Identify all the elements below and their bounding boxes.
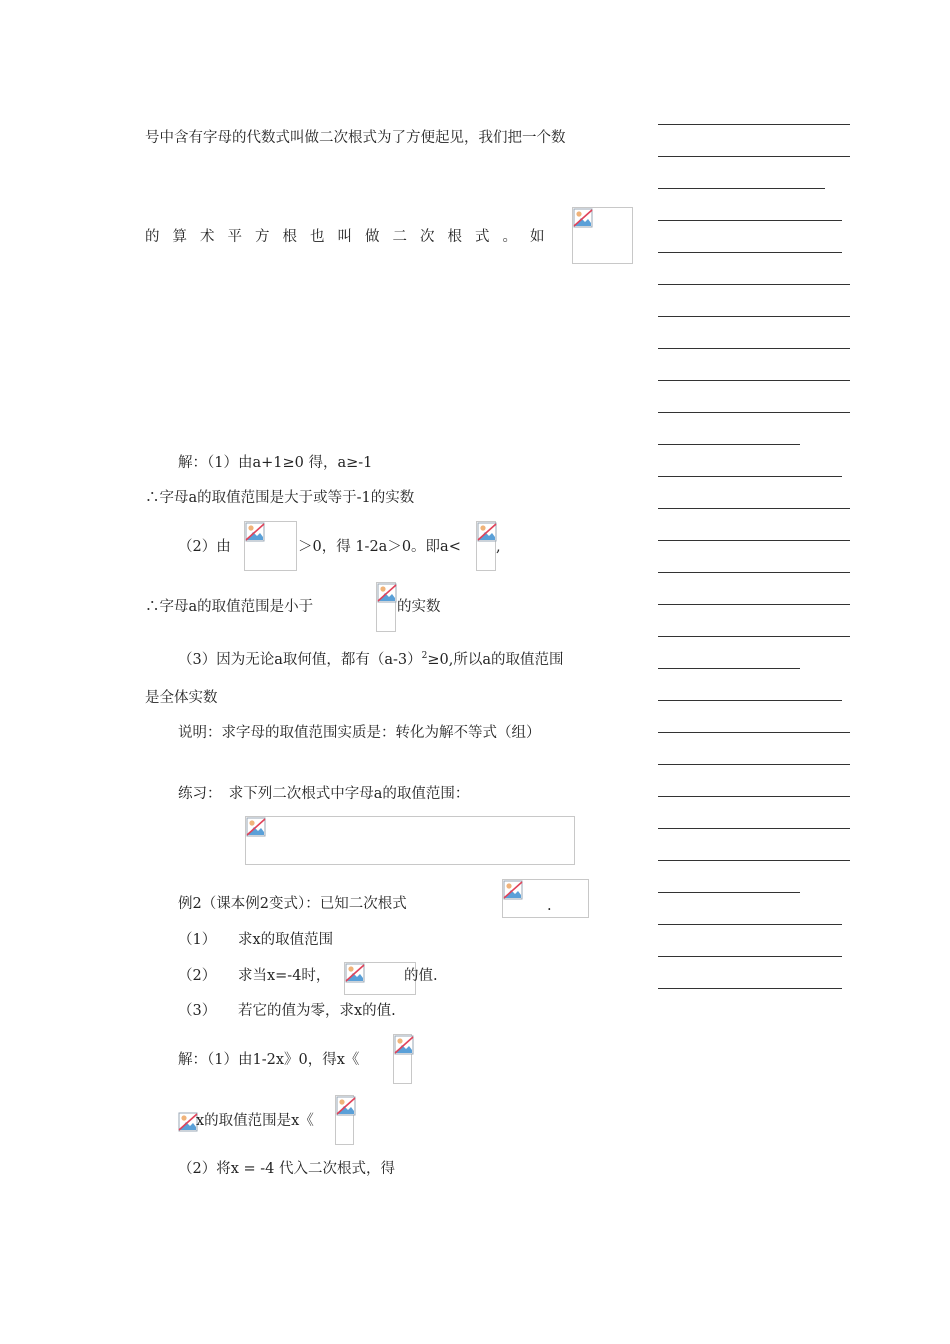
question-2-suffix: 的值. [404, 968, 438, 984]
practice-formula-image [245, 816, 575, 865]
blank-line [658, 188, 825, 189]
paragraph-line-2: 的算术平方根也叫做二次根式。如 [145, 229, 558, 245]
formula-image-3 [476, 521, 496, 571]
example-2-heading: 例2（课本例2变式）：已知二次根式 [178, 896, 407, 912]
solution-step-2-conclusion: ∴字母a的取值范围是小于 [145, 599, 314, 615]
question-2-prefix: （2） 求当x=-4时， [178, 968, 331, 984]
blank-line [658, 604, 850, 605]
blank-line [658, 316, 850, 317]
solution-step-3-text: （3）因为无论a取何值，都有（a-3） [178, 652, 422, 668]
answer-2: （2）将x = -4 代入二次根式，得 [178, 1161, 396, 1177]
broken-image-icon [503, 880, 523, 900]
broken-image-icon [345, 963, 365, 983]
solution-step-3-text-end: ≥0,所以a的取值范围 [427, 652, 564, 668]
formula-image-4 [376, 582, 396, 632]
practice-heading: 练习： 求下列二次根式中字母a的取值范围： [178, 786, 470, 802]
blank-line [658, 380, 850, 381]
blank-line [658, 508, 850, 509]
broken-image-icon [394, 1035, 414, 1055]
blank-line [658, 732, 850, 733]
question-1: （1） 求x的取值范围 [178, 932, 334, 948]
blank-line [658, 924, 842, 925]
blank-line [658, 124, 850, 125]
blank-line [658, 476, 842, 477]
question-3: （3） 若它的值为零，求x的值. [178, 1003, 396, 1019]
blank-line [658, 892, 800, 893]
example-2-formula-image [502, 879, 589, 918]
broken-image-icon [178, 1112, 198, 1132]
blank-line [658, 348, 850, 349]
answer-1-conclusion-formula-image [335, 1095, 354, 1145]
formula-image-2 [244, 521, 297, 571]
blank-line [658, 860, 850, 861]
blank-line [658, 284, 850, 285]
blank-line [658, 668, 800, 669]
broken-image-icon [573, 208, 593, 228]
blank-line [658, 956, 842, 957]
answer-1-conclusion: x的取值范围是x《 [196, 1113, 314, 1129]
formula-image-1 [572, 207, 633, 264]
solution-step-1: 解：（1）由a+1≥0 得，a≥-1 [178, 455, 373, 471]
example-2-period: . [547, 898, 552, 914]
blank-line [658, 988, 842, 989]
answer-1-formula-image [393, 1034, 412, 1084]
broken-image-icon [377, 583, 397, 603]
blank-line [658, 796, 850, 797]
paragraph-line-1: 号中含有字母的代数式叫做二次根式为了方便起见，我们把一个数 [145, 130, 566, 146]
blank-line [658, 828, 850, 829]
solution-step-2-conclusion-end: 的实数 [397, 599, 441, 615]
superscript: 2 [421, 651, 428, 661]
blank-line [658, 572, 850, 573]
blank-line [658, 252, 842, 253]
blank-line [658, 540, 850, 541]
blank-line [658, 764, 850, 765]
blank-line [658, 220, 842, 221]
broken-image-icon [336, 1096, 356, 1116]
solution-step-2-middle: ＞0，得 1-2a＞0。即a< [298, 539, 461, 555]
blank-line [658, 636, 850, 637]
solution-step-3-continued: 是全体实数 [145, 690, 218, 706]
blank-line [658, 412, 850, 413]
broken-image-icon [245, 522, 265, 542]
solution-step-1-conclusion: ∴字母a的取值范围是大于或等于-1的实数 [145, 490, 415, 506]
blank-line [658, 156, 850, 157]
solution-step-3 [178, 646, 564, 670]
broken-image-icon [246, 817, 266, 837]
note: 说明：求字母的取值范围实质是：转化为解不等式（组） [178, 725, 541, 741]
blank-line [658, 700, 842, 701]
solution-step-2-comma: , [496, 539, 501, 555]
solution-step-2-prefix: （2）由 [178, 539, 231, 555]
broken-image-icon [477, 522, 497, 542]
blank-line [658, 444, 800, 445]
answer-1: 解：（1）由1-2x》0，得x《 [178, 1052, 360, 1068]
